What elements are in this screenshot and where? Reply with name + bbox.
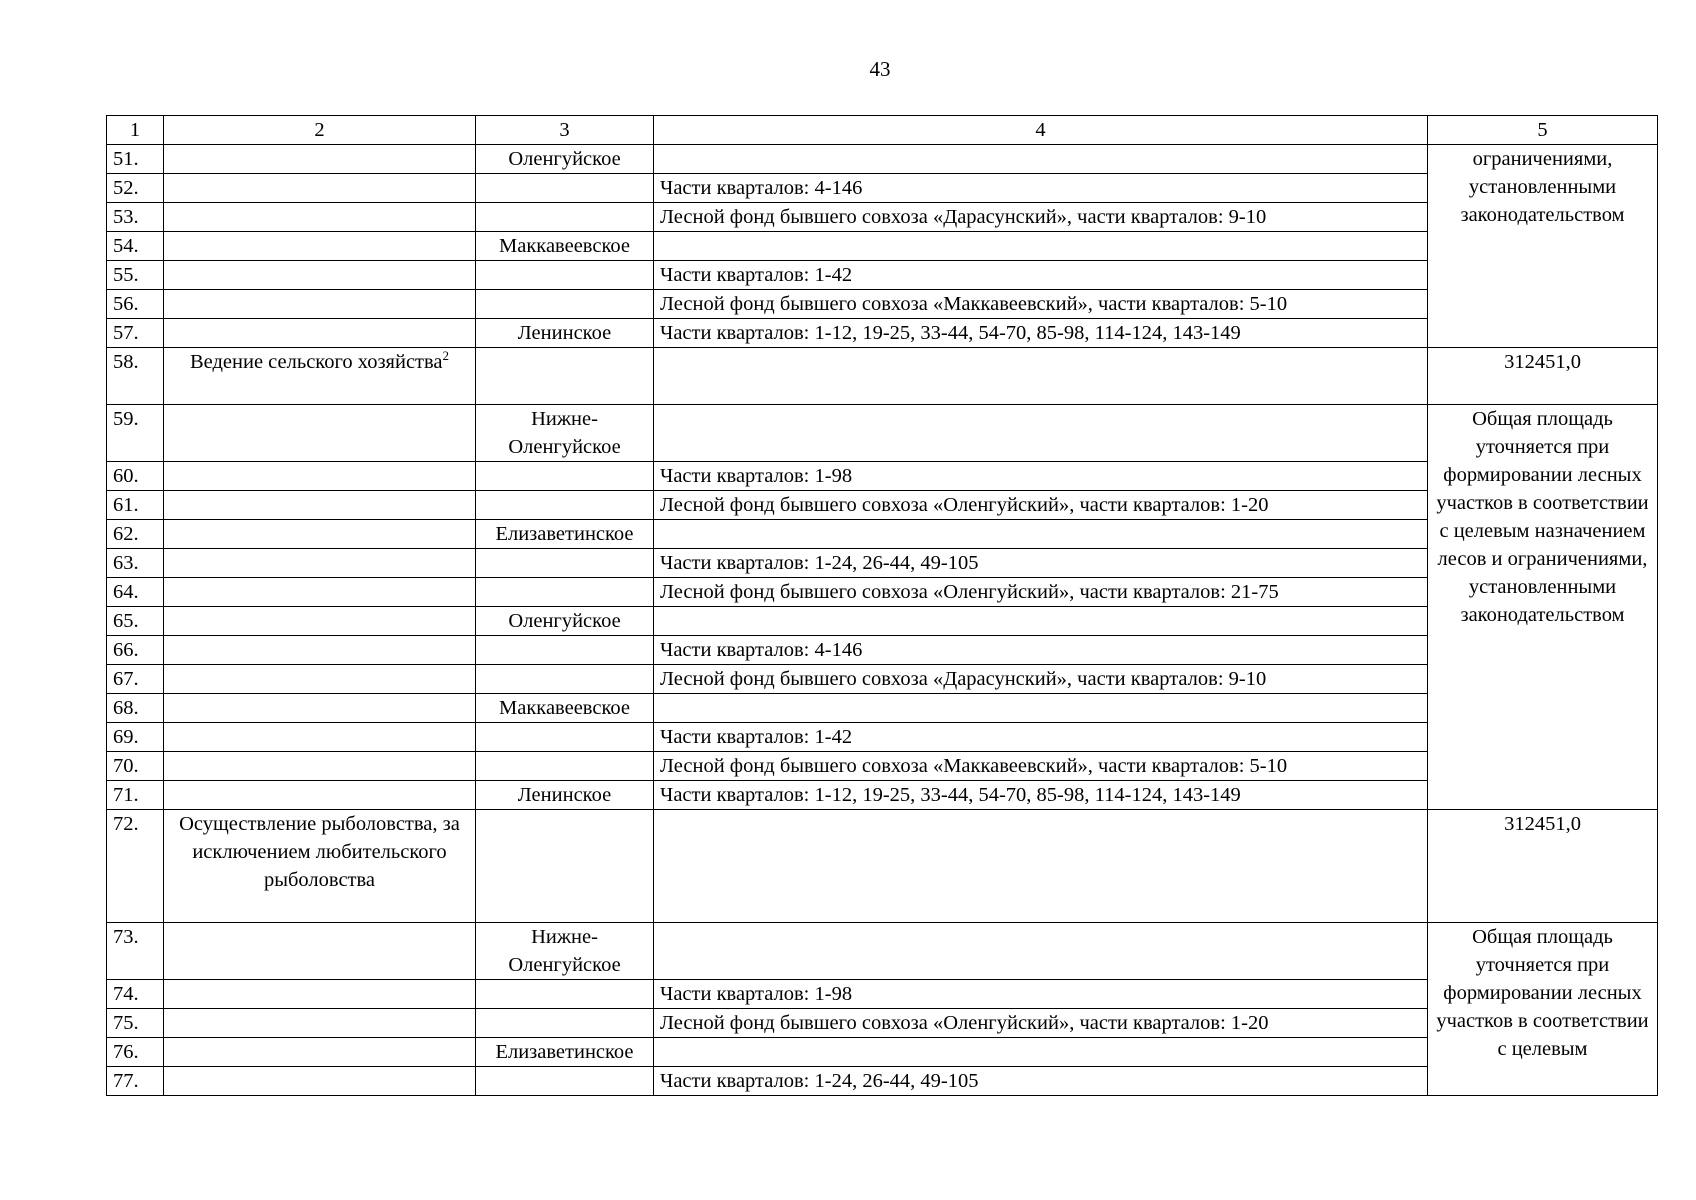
forestry-cell	[476, 752, 654, 781]
row-number: 61.	[107, 491, 164, 520]
purpose-cell	[164, 174, 476, 203]
purpose-cell	[164, 549, 476, 578]
forestry-cell	[476, 636, 654, 665]
table-row	[107, 145, 1658, 174]
table-row	[107, 665, 1658, 694]
table-row	[107, 781, 1658, 810]
quarters-cell: Части кварталов: 1-42	[654, 261, 1428, 290]
row-number: 68.	[107, 694, 164, 723]
header-row	[107, 116, 1658, 145]
forestry-cell: Елизаветинское	[476, 1038, 654, 1067]
col-header: 5	[1428, 116, 1658, 145]
col-header: 2	[164, 116, 476, 145]
table-row	[107, 1038, 1658, 1067]
row-number: 63.	[107, 549, 164, 578]
purpose-cell	[164, 520, 476, 549]
purpose-cell	[164, 462, 476, 491]
row-number: 75.	[107, 1009, 164, 1038]
row-number: 72.	[107, 810, 164, 923]
purpose-cell	[164, 290, 476, 319]
row-number: 57.	[107, 319, 164, 348]
purpose-cell	[164, 694, 476, 723]
quarters-cell	[654, 520, 1428, 549]
forestry-cell: Нижне-Оленгуйское	[476, 923, 654, 980]
quarters-cell: Части кварталов: 1-12, 19-25, 33-44, 54-70, 85-98, 114-124, 143-149	[654, 319, 1428, 348]
quarters-cell: Части кварталов: 1-24, 26-44, 49-105	[654, 1067, 1428, 1096]
forestry-cell	[476, 1009, 654, 1038]
purpose-cell	[164, 980, 476, 1009]
table-row	[107, 174, 1658, 203]
quarters-cell	[654, 145, 1428, 174]
forestry-cell	[476, 203, 654, 232]
table-row	[107, 203, 1658, 232]
forestry-cell	[476, 261, 654, 290]
row-number: 71.	[107, 781, 164, 810]
quarters-cell	[654, 1038, 1428, 1067]
row-number: 69.	[107, 723, 164, 752]
table-row	[107, 607, 1658, 636]
purpose-cell	[164, 405, 476, 462]
quarters-cell: Части кварталов: 1-12, 19-25, 33-44, 54-70, 85-98, 114-124, 143-149	[654, 781, 1428, 810]
quarters-cell: Лесной фонд бывшего совхоза «Дарасунский», части кварталов: 9-10	[654, 665, 1428, 694]
purpose-cell	[164, 752, 476, 781]
table-row	[107, 1009, 1658, 1038]
table-row	[107, 261, 1658, 290]
quarters-cell	[654, 405, 1428, 462]
table-row	[107, 752, 1658, 781]
forestry-cell	[476, 174, 654, 203]
table-row	[107, 319, 1658, 348]
area-value: 312451,0	[1428, 348, 1658, 405]
quarters-cell: Лесной фонд бывшего совхоза «Маккавеевский», части кварталов: 5-10	[654, 752, 1428, 781]
quarters-cell: Лесной фонд бывшего совхоза «Оленгуйский», части кварталов: 1-20	[654, 491, 1428, 520]
forestry-cell	[476, 980, 654, 1009]
purpose-cell	[164, 348, 476, 405]
table-row	[107, 520, 1658, 549]
forestry-cell	[476, 549, 654, 578]
row-number: 66.	[107, 636, 164, 665]
purpose-cell	[164, 665, 476, 694]
row-number: 56.	[107, 290, 164, 319]
quarters-cell: Части кварталов: 1-42	[654, 723, 1428, 752]
row-number: 62.	[107, 520, 164, 549]
purpose-cell	[164, 1067, 476, 1096]
purpose-cell	[164, 578, 476, 607]
forestry-cell: Маккавеевское	[476, 694, 654, 723]
row-number: 70.	[107, 752, 164, 781]
row-number: 53.	[107, 203, 164, 232]
col-header: 4	[654, 116, 1428, 145]
footnote-mark: 2	[442, 348, 450, 364]
row-number: 55.	[107, 261, 164, 290]
area-value: 312451,0	[1428, 810, 1658, 923]
purpose-cell	[164, 145, 476, 174]
table-row	[107, 405, 1658, 462]
forestry-cell: Ленинское	[476, 781, 654, 810]
table-row	[107, 549, 1658, 578]
purpose-cell	[164, 1009, 476, 1038]
forestry-cell	[476, 290, 654, 319]
row-number: 51.	[107, 145, 164, 174]
row-number: 77.	[107, 1067, 164, 1096]
quarters-cell	[654, 810, 1428, 923]
col-header: 1	[107, 116, 164, 145]
area-note-cell: Общая площадь уточняется при формировании лесных участков в соответствии с целевым назначением лесов и ограничениями, установленными законодательством	[1428, 405, 1658, 810]
purpose-cell	[164, 203, 476, 232]
row-number: 52.	[107, 174, 164, 203]
quarters-cell	[654, 694, 1428, 723]
purpose-cell	[164, 781, 476, 810]
forestry-cell	[476, 723, 654, 752]
forestry-cell	[476, 491, 654, 520]
forestry-cell	[476, 348, 654, 405]
forestry-cell	[476, 1067, 654, 1096]
row-number: 67.	[107, 665, 164, 694]
row-number: 58.	[107, 348, 164, 405]
quarters-cell: Части кварталов: 1-24, 26-44, 49-105	[654, 549, 1428, 578]
purpose-cell	[164, 607, 476, 636]
row-number: 54.	[107, 232, 164, 261]
forestry-cell: Ленинское	[476, 319, 654, 348]
purpose-cell	[164, 232, 476, 261]
table-row	[107, 232, 1658, 261]
purpose-cell: Осуществление рыболовства, за исключением любительского рыболовства	[164, 810, 476, 923]
table-row	[107, 348, 1658, 405]
forestry-cell	[476, 462, 654, 491]
table-row	[107, 694, 1658, 723]
purpose-cell	[164, 723, 476, 752]
purpose-cell	[164, 491, 476, 520]
purpose-cell	[164, 1038, 476, 1067]
quarters-cell: Лесной фонд бывшего совхоза «Оленгуйский», части кварталов: 21-75	[654, 578, 1428, 607]
table-row	[107, 491, 1658, 520]
purpose-cell	[164, 261, 476, 290]
row-number: 65.	[107, 607, 164, 636]
col-header: 3	[476, 116, 654, 145]
quarters-cell	[654, 232, 1428, 261]
quarters-cell: Части кварталов: 1-98	[654, 462, 1428, 491]
row-number: 73.	[107, 923, 164, 980]
forestry-cell	[476, 665, 654, 694]
table-row	[107, 462, 1658, 491]
quarters-cell: Части кварталов: 1-98	[654, 980, 1428, 1009]
quarters-cell: Лесной фонд бывшего совхоза «Маккавеевский», части кварталов: 5-10	[654, 290, 1428, 319]
table-row	[107, 290, 1658, 319]
forestry-cell: Оленгуйское	[476, 607, 654, 636]
quarters-cell	[654, 348, 1428, 405]
quarters-cell: Части кварталов: 4-146	[654, 636, 1428, 665]
row-number: 64.	[107, 578, 164, 607]
quarters-cell: Части кварталов: 4-146	[654, 174, 1428, 203]
table-row	[107, 578, 1658, 607]
forestry-cell: Нижне-Оленгуйское	[476, 405, 654, 462]
register-table	[106, 115, 1658, 1096]
purpose-cell	[164, 319, 476, 348]
quarters-cell	[654, 923, 1428, 980]
table-row	[107, 980, 1658, 1009]
forestry-cell: Маккавеевское	[476, 232, 654, 261]
row-number: 59.	[107, 405, 164, 462]
row-number: 74.	[107, 980, 164, 1009]
area-note-cell: ограничениями, установленными законодательством	[1428, 145, 1658, 348]
purpose-cell	[164, 923, 476, 980]
table-row	[107, 923, 1658, 980]
quarters-cell: Лесной фонд бывшего совхоза «Дарасунский», части кварталов: 9-10	[654, 203, 1428, 232]
forestry-cell	[476, 578, 654, 607]
purpose-text: Ведение сельского хозяйства	[189, 351, 443, 373]
quarters-cell: Лесной фонд бывшего совхоза «Оленгуйский», части кварталов: 1-20	[654, 1009, 1428, 1038]
forestry-cell	[476, 810, 654, 923]
page-number: 43	[869, 57, 891, 81]
table-row	[107, 1067, 1658, 1096]
area-note-cell: Общая площадь уточняется при формировании лесных участков в соответствии с целевым	[1428, 923, 1658, 1096]
forestry-cell: Елизаветинское	[476, 520, 654, 549]
forestry-cell: Оленгуйское	[476, 145, 654, 174]
table-row	[107, 636, 1658, 665]
purpose-cell	[164, 636, 476, 665]
row-number: 60.	[107, 462, 164, 491]
quarters-cell	[654, 607, 1428, 636]
row-number: 76.	[107, 1038, 164, 1067]
table-row	[107, 810, 1658, 923]
table-row	[107, 723, 1658, 752]
